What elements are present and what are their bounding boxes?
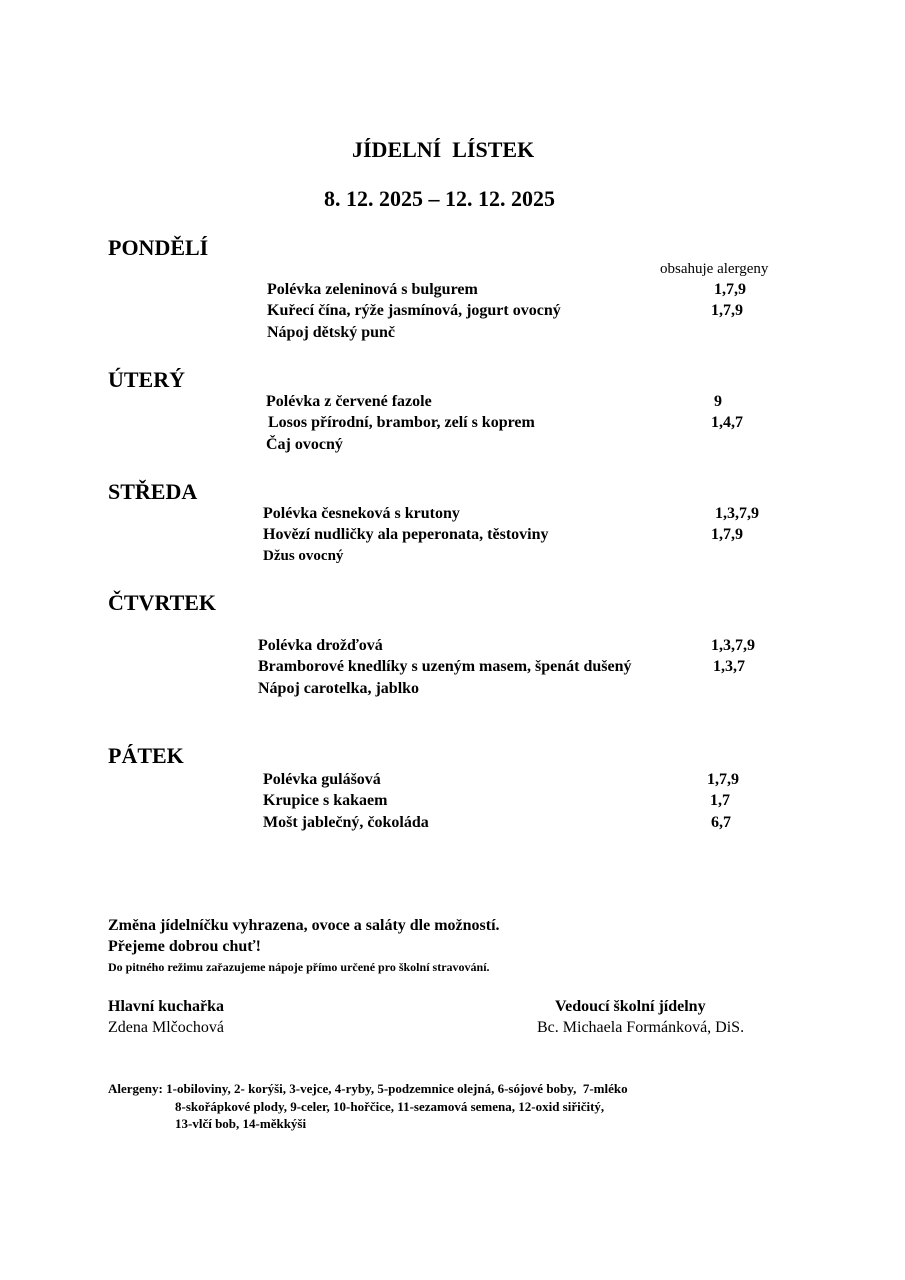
date-range: 8. 12. 2025 – 12. 12. 2025 [324, 186, 555, 211]
menu-item-dish: Čaj ovocný [266, 436, 343, 453]
menu-item-allergens: 6,7 [711, 814, 731, 831]
menu-item-allergens: 1,3,7,9 [715, 505, 759, 522]
menu-item-dish: Polévka z červené fazole [266, 393, 432, 410]
menu-item-dish: Nápoj dětský punč [267, 324, 396, 341]
day-heading-friday: PÁTEK [108, 743, 184, 768]
day-heading-wednesday: STŘEDA [108, 479, 198, 504]
allergens-legend-line: 8-skořápkové plody, 9-celer, 10-hořčice, 11-sezamová semena, 12-oxid siřičitý, [175, 1099, 605, 1114]
wish-text: Přejeme dobrou chuť! [108, 938, 261, 955]
manager-name: Bc. Michaela Formánková, DiS. [537, 1019, 745, 1036]
menu-item-dish: Krupice s kakaem [263, 792, 388, 809]
cook-role: Hlavní kuchařka [108, 998, 225, 1015]
allergens-legend-line: 13-vlčí bob, 14-měkkýši [175, 1116, 307, 1131]
change-notice: Změna jídelníčku vyhrazena, ovoce a saláty dle možností. [108, 917, 500, 934]
menu-item-dish: Polévka drožďová [258, 637, 383, 654]
menu-item-allergens: 1,7,9 [711, 526, 743, 543]
menu-item-allergens: 1,7,9 [711, 302, 743, 319]
menu-item-dish: Mošt jablečný, čokoláda [263, 814, 429, 831]
day-heading-tuesday: ÚTERÝ [108, 367, 186, 392]
menu-item-dish: Kuřecí čína, rýže jasmínová, jogurt ovocný [267, 302, 561, 319]
drinks-notice: Do pitného režimu zařazujeme nápoje přímo určené pro školní stravování. [108, 960, 490, 974]
allergen-column-label: obsahuje alergeny [660, 261, 769, 277]
menu-item-dish: Polévka zeleninová s bulgurem [267, 281, 478, 298]
menu-item-allergens: 1,7 [710, 792, 730, 809]
menu-item-allergens: 1,4,7 [711, 414, 743, 431]
menu-item-allergens: 9 [714, 393, 722, 410]
menu-item-dish: Bramborové knedlíky s uzeným masem, špenát dušený [258, 658, 632, 675]
manager-role: Vedoucí školní jídelny [555, 998, 706, 1015]
allergens-legend-line: Alergeny: 1-obiloviny, 2- korýši, 3-vejce, 4-ryby, 5-podzemnice olejná, 6-sójové boby, 7-mléko [108, 1081, 628, 1096]
menu-item-dish: Hovězí nudličky ala peperonata, těstoviny [263, 526, 549, 543]
menu-item-allergens: 1,7,9 [707, 771, 739, 788]
menu-item-dish: Polévka česneková s krutony [263, 505, 460, 522]
day-heading-thursday: ČTVRTEK [108, 590, 217, 615]
menu-item-allergens: 1,3,7,9 [711, 637, 755, 654]
page-title: JÍDELNÍ LÍSTEK [352, 137, 535, 162]
menu-item-allergens: 1,3,7 [713, 658, 745, 675]
menu-item-dish: Polévka gulášová [263, 771, 381, 788]
menu-item-allergens: 1,7,9 [714, 281, 746, 298]
cook-name: Zdena Mlčochová [108, 1019, 224, 1036]
menu-item-dish: Losos přírodní, brambor, zelí s koprem [268, 414, 535, 431]
menu-item-dish: Džus ovocný [263, 548, 344, 564]
menu-item-dish: Nápoj carotelka, jablko [258, 680, 420, 697]
day-heading-monday: PONDĚLÍ [108, 235, 209, 260]
